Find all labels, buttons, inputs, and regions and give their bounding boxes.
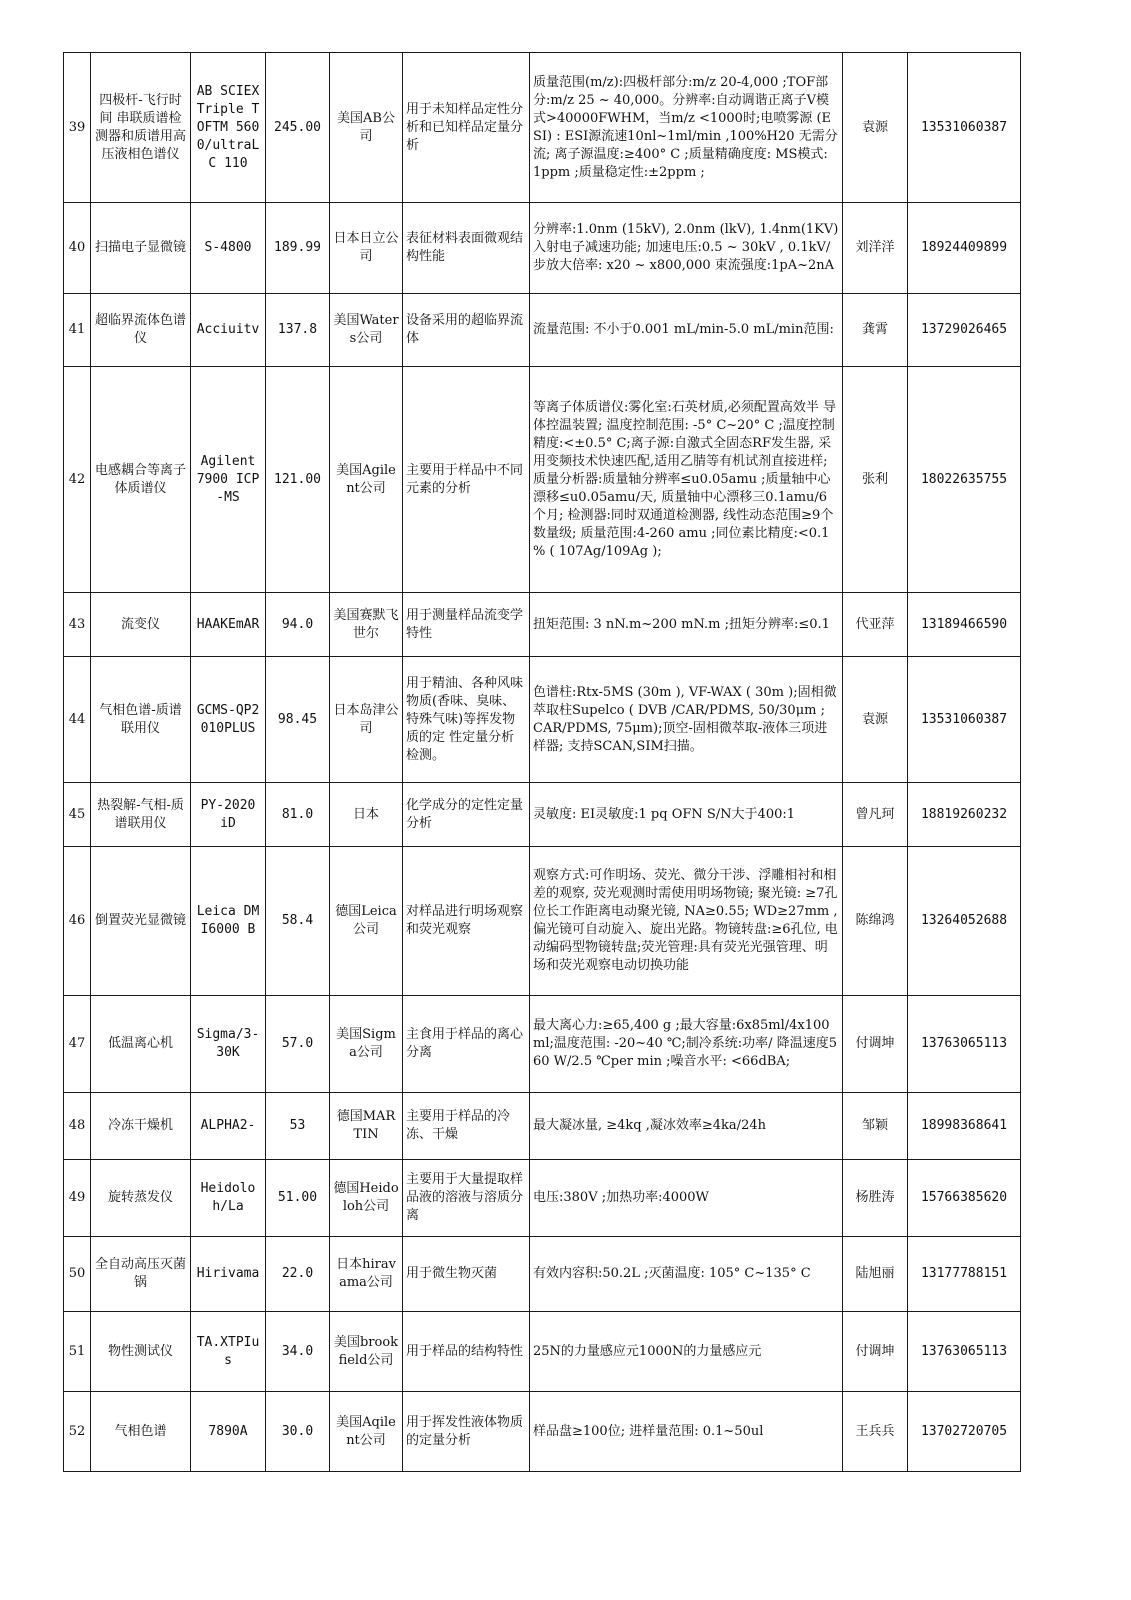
instrument-use: 用于测量样品流变学特性	[403, 593, 530, 657]
instrument-spec: 25N的力量感应元1000N的力量感应元	[530, 1312, 843, 1392]
contact-person: 陆旭丽	[843, 1237, 908, 1312]
row-number: 43	[64, 593, 91, 657]
table-row	[64, 1160, 1021, 1237]
row-number: 42	[64, 367, 91, 593]
manufacturer: 美国Waters公司	[330, 294, 403, 367]
contact-person: 袁源	[843, 657, 908, 783]
instrument-name: 气相色谱-质谱联用仪	[91, 657, 191, 783]
instrument-spec: 灵敏度: EI灵敏度:1 pq OFN S/N大于400:1	[530, 783, 843, 847]
table-row	[64, 1312, 1021, 1392]
instrument-name: 气相色谱	[91, 1392, 191, 1472]
instrument-model: TA.XTPIus	[191, 1312, 266, 1392]
instrument-use: 主要用于样品中不同元素的分析	[403, 367, 530, 593]
manufacturer: 美国brookfield公司	[330, 1312, 403, 1392]
manufacturer: 美国赛默飞世尔	[330, 593, 403, 657]
instrument-model: Hirivama	[191, 1237, 266, 1312]
instrument-model: ALPHA2-	[191, 1093, 266, 1160]
contact-phone: 13531060387	[908, 53, 1021, 203]
contact-phone: 13177788151	[908, 1237, 1021, 1312]
row-number: 51	[64, 1312, 91, 1392]
instrument-name: 冷冻干燥机	[91, 1093, 191, 1160]
instrument-price: 121.00	[266, 367, 330, 593]
row-number: 50	[64, 1237, 91, 1312]
instrument-model: PY-2020 iD	[191, 783, 266, 847]
instrument-model: Sigma/3-30K	[191, 996, 266, 1093]
instrument-spec: 扭矩范围: 3 nN.m~200 mN.m ;扭矩分辨率:≤0.1	[530, 593, 843, 657]
instrument-use: 主食用于样品的离心分离	[403, 996, 530, 1093]
row-number: 41	[64, 294, 91, 367]
instrument-use: 用于精油、各种风味物质(香味、臭味、特殊气味)等挥发物质的定 性定量分析检测。	[403, 657, 530, 783]
manufacturer: 美国AB公司	[330, 53, 403, 203]
contact-phone: 13189466590	[908, 593, 1021, 657]
equipment-table-body	[64, 53, 1021, 1472]
instrument-name: 四极杆-飞行时间 串联质谱检测器和质谱用高压液相色谱仪	[91, 53, 191, 203]
instrument-model: 7890A	[191, 1392, 266, 1472]
instrument-spec: 质量范围(m/z):四极杆部分:m/z 20-4,000 ;TOF部分:m/z 25 ~ 40,000。分辨率:自动调谐正离子V模式>40000FWHM，当m/z <1000时;电喷雾源 (ESI) : ESI源流速10nl~1ml/min ,100%H20 无需分流; 离子源温度:≥400° C ;质量精确度度: MS模式: 1ppm ;质量稳定性:±2ppm ;	[530, 53, 843, 203]
table-row	[64, 593, 1021, 657]
instrument-use: 用于挥发性液体物质的定量分析	[403, 1392, 530, 1472]
row-number: 52	[64, 1392, 91, 1472]
instrument-price: 34.0	[266, 1312, 330, 1392]
instrument-price: 137.8	[266, 294, 330, 367]
contact-phone: 18819260232	[908, 783, 1021, 847]
instrument-name: 超临界流体色谱仪	[91, 294, 191, 367]
manufacturer: 美国Agilent公司	[330, 367, 403, 593]
instrument-name: 全自动高压灭菌锅	[91, 1237, 191, 1312]
instrument-price: 58.4	[266, 847, 330, 996]
instrument-spec: 电压:380V ;加热功率:4000W	[530, 1160, 843, 1237]
instrument-spec: 观察方式:可作明场、荧光、微分干涉、浮雕相衬和相差的观察, 荧光观测时需使用明场物镜; 聚光镜: ≥7孔位长工作距离电动聚光镜, NA≥0.55; WD≥27mm ,偏光镜可自动旋入、旋出光路。物镜转盘:≥6孔位, 电动编码型物镜转盘;荧光管理:具有荧光光强管理、明场和荧光观察电动切换功能	[530, 847, 843, 996]
contact-person: 付调坤	[843, 1312, 908, 1392]
contact-phone: 18998368641	[908, 1093, 1021, 1160]
table-row	[64, 367, 1021, 593]
contact-person: 张利	[843, 367, 908, 593]
table-row	[64, 847, 1021, 996]
instrument-price: 98.45	[266, 657, 330, 783]
contact-phone: 15766385620	[908, 1160, 1021, 1237]
instrument-spec: 等离子体质谱仪:雾化室:石英材质,必须配置高效半 导体控温装置; 温度控制范围: -5° C~20° C ;温度控制精度:<±0.5° C;离子源:自激式全固态RF发生器, 采用变频技术快速匹配,适用乙腈等有机试剂直接进样; 质量分析器:质量轴分辨率≤u0.05amu ;质量轴中心漂移≤u0.05amu/天, 质量轴中心漂移三0.1amu/6个月; 检测器:同时双通道检测器, 线性动态范围≥9个数量级; 质量范围:4-260 amu ;同位素比精度:<0.1 % ( 107Ag/109Ag );	[530, 367, 843, 593]
instrument-use: 用于样品的结构特性	[403, 1312, 530, 1392]
contact-person: 龚霄	[843, 294, 908, 367]
manufacturer: 美国Sigma公司	[330, 996, 403, 1093]
contact-person: 袁源	[843, 53, 908, 203]
contact-phone: 18924409899	[908, 203, 1021, 294]
instrument-model: GCMS-QP2010PLUS	[191, 657, 266, 783]
row-number: 45	[64, 783, 91, 847]
instrument-price: 51.00	[266, 1160, 330, 1237]
contact-phone: 13702720705	[908, 1392, 1021, 1472]
contact-person: 王兵兵	[843, 1392, 908, 1472]
instrument-model: Agilent 7900 ICP-MS	[191, 367, 266, 593]
row-number: 49	[64, 1160, 91, 1237]
instrument-spec: 有效内容积:50.2L ;灭菌温度: 105° C~135° C	[530, 1237, 843, 1312]
contact-phone: 13763065113	[908, 996, 1021, 1093]
instrument-use: 用于未知样品定性分析和已知样品定量分析	[403, 53, 530, 203]
instrument-price: 57.0	[266, 996, 330, 1093]
contact-person: 刘洋洋	[843, 203, 908, 294]
contact-person: 杨胜涛	[843, 1160, 908, 1237]
instrument-name: 扫描电子显微镜	[91, 203, 191, 294]
instrument-price: 30.0	[266, 1392, 330, 1472]
table-row	[64, 996, 1021, 1093]
instrument-name: 旋转蒸发仪	[91, 1160, 191, 1237]
manufacturer: 日本hiravama公司	[330, 1237, 403, 1312]
contact-person: 曾凡珂	[843, 783, 908, 847]
manufacturer: 日本岛津公司	[330, 657, 403, 783]
manufacturer: 德国Heidoloh公司	[330, 1160, 403, 1237]
instrument-use: 对样品进行明场观察和荧光观察	[403, 847, 530, 996]
row-number: 46	[64, 847, 91, 996]
instrument-spec: 分辨率:1.0nm (15kV), 2.0nm (lkV), 1.4nm(1KV) 入射电子减速功能; 加速电压:0.5 ~ 30kV , 0.1kV/步放大倍率: x20 ~ x800,000 束流强度:1pA~2nA	[530, 203, 843, 294]
row-number: 47	[64, 996, 91, 1093]
contact-person: 代亚萍	[843, 593, 908, 657]
instrument-use: 主要用于样品的冷冻、干燥	[403, 1093, 530, 1160]
row-number: 40	[64, 203, 91, 294]
manufacturer: 日本	[330, 783, 403, 847]
instrument-price: 81.0	[266, 783, 330, 847]
table-row	[64, 1392, 1021, 1472]
table-row	[64, 1093, 1021, 1160]
instrument-model: HAAKEmAR	[191, 593, 266, 657]
contact-phone: 13763065113	[908, 1312, 1021, 1392]
table-row	[64, 203, 1021, 294]
manufacturer: 德国Leica公司	[330, 847, 403, 996]
instrument-price: 53	[266, 1093, 330, 1160]
contact-phone: 13264052688	[908, 847, 1021, 996]
manufacturer: 德国MARTIN	[330, 1093, 403, 1160]
instrument-use: 设备采用的超临界流体	[403, 294, 530, 367]
instrument-price: 245.00	[266, 53, 330, 203]
instrument-spec: 最大离心力:≥65,400 g ;最大容量:6x85ml/4x100ml;温度范围: -20~40 ℃;制冷系统:功率/ 降温速度560 W/2.5 ℃per min ;噪音水平: <66dBA;	[530, 996, 843, 1093]
contact-person: 付调坤	[843, 996, 908, 1093]
instrument-price: 189.99	[266, 203, 330, 294]
instrument-use: 用于微生物灭菌	[403, 1237, 530, 1312]
table-row	[64, 657, 1021, 783]
instrument-name: 流变仪	[91, 593, 191, 657]
instrument-spec: 样品盘≥100位; 进样量范围: 0.1~50ul	[530, 1392, 843, 1472]
instrument-name: 热裂解-气相-质谱联用仪	[91, 783, 191, 847]
instrument-use: 表征材料表面微观结构性能	[403, 203, 530, 294]
contact-person: 邹颖	[843, 1093, 908, 1160]
manufacturer: 美国Aqilent公司	[330, 1392, 403, 1472]
instrument-model: Leica DMI6000 B	[191, 847, 266, 996]
row-number: 48	[64, 1093, 91, 1160]
table-row	[64, 53, 1021, 203]
instrument-price: 22.0	[266, 1237, 330, 1312]
instrument-price: 94.0	[266, 593, 330, 657]
instrument-model: AB SCIEX Triple TOFTM 5600/ultraL C 110	[191, 53, 266, 203]
equipment-table	[63, 52, 1021, 1472]
table-row	[64, 1237, 1021, 1312]
manufacturer: 日本日立公司	[330, 203, 403, 294]
row-number: 44	[64, 657, 91, 783]
contact-phone: 13531060387	[908, 657, 1021, 783]
instrument-spec: 最大凝冰量, ≥4kq ,凝冰效率≥4ka/24h	[530, 1093, 843, 1160]
contact-phone: 18022635755	[908, 367, 1021, 593]
instrument-name: 物性测试仪	[91, 1312, 191, 1392]
contact-person: 陈绵鸿	[843, 847, 908, 996]
instrument-name: 倒置荧光显微镜	[91, 847, 191, 996]
instrument-model: S-4800	[191, 203, 266, 294]
instrument-model: Acciuitv	[191, 294, 266, 367]
instrument-use: 主要用于大量提取样品液的溶液与溶质分离	[403, 1160, 530, 1237]
table-row	[64, 783, 1021, 847]
instrument-spec: 色谱柱:Rtx-5MS (30m ), VF-WAX ( 30m );固相微萃取柱Supelco ( DVB /CAR/PDMS, 50/30μm ; CAR/PDMS, 75μm);顶空-固相微萃取-液体三项进样器; 支持SCAN,SIM扫描。	[530, 657, 843, 783]
contact-phone: 13729026465	[908, 294, 1021, 367]
instrument-name: 低温离心机	[91, 996, 191, 1093]
instrument-spec: 流量范围: 不小于0.001 mL/min-5.0 mL/min范围:	[530, 294, 843, 367]
instrument-name: 电感耦合等离子体质谱仪	[91, 367, 191, 593]
table-row	[64, 294, 1021, 367]
instrument-use: 化学成分的定性定量分析	[403, 783, 530, 847]
instrument-model: Heidoloh/La	[191, 1160, 266, 1237]
row-number: 39	[64, 53, 91, 203]
